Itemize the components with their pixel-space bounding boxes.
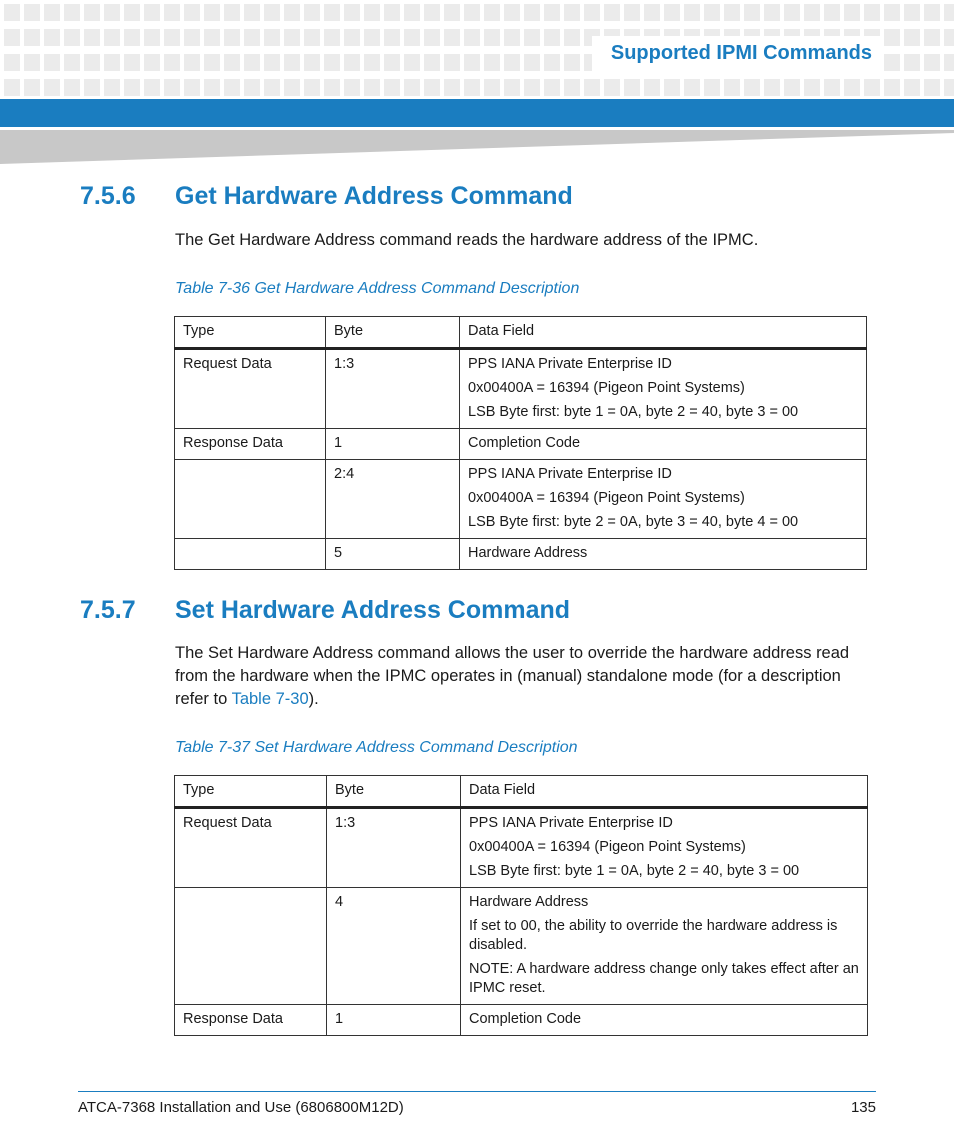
header-pattern-cell [64,79,80,96]
header-pattern-cell [424,79,440,96]
section-intro-paragraph [175,642,865,711]
header-pattern-cell [924,29,940,46]
column-header: Data Field [461,776,868,808]
header-pattern-cell [304,29,320,46]
header-pattern-cell [724,4,740,21]
header-pattern-cell [344,29,360,46]
header-pattern-cell [224,54,240,71]
footer-rule [78,1091,876,1092]
header-pattern-cell [864,4,880,21]
header-blue-band [0,99,954,127]
header-pattern-cell [84,29,100,46]
header-pattern-cell [464,54,480,71]
data-field-line: 0x00400A = 16394 (Pigeon Point Systems) [469,839,746,855]
header-pattern-cell [44,79,60,96]
header-pattern-cell [104,4,120,21]
header-pattern-cell [364,79,380,96]
header-pattern-cell [184,79,200,96]
page-number: 135 [850,1099,876,1116]
header-pattern-cell [924,4,940,21]
header-pattern-cell [324,54,340,71]
type-cell: Request Data [175,349,326,429]
section-intro-paragraph: The Get Hardware Address command reads the hardware address of the IPMC. [175,231,759,249]
header-pattern-cell [684,79,700,96]
header-pattern-cell [284,29,300,46]
header-pattern-cell [704,4,720,21]
header-pattern-cell [324,79,340,96]
table-row [175,1005,868,1036]
header-pattern-cell [944,79,954,96]
data-field-cell [460,429,867,460]
header-pattern-cell [924,79,940,96]
header-pattern-cell [824,79,840,96]
byte-cell: 5 [326,539,460,570]
header-pattern-cell [884,79,900,96]
header-pattern-cell [784,79,800,96]
header-pattern-cell [444,79,460,96]
header-pattern-cell [144,54,160,71]
header-pattern-cell [224,29,240,46]
header-pattern-cell [124,4,140,21]
header-pattern-cell [164,79,180,96]
column-header: Type [175,776,327,808]
header-pattern-cell [384,79,400,96]
data-field-line: NOTE: A hardware address change only takes effect after an IPMC reset. [469,961,859,996]
header-pattern-cell [404,54,420,71]
header-pattern-cell [4,79,20,96]
data-field-line: PPS IANA Private Enterprise ID [469,815,673,831]
header-pattern-cell [564,29,580,46]
column-header: Type [175,317,326,349]
byte-cell: 4 [327,888,461,1005]
header-pattern-cell [644,79,660,96]
header-pattern-cell [4,54,20,71]
type-cell: Response Data [175,429,326,460]
header-pattern-cell [384,54,400,71]
header-pattern-cell [444,29,460,46]
table-row [175,429,867,460]
header-pattern-cell [484,4,500,21]
header-pattern-cell [144,29,160,46]
header-pattern-cell [904,4,920,21]
header-pattern-cell [424,4,440,21]
header-pattern-cell [724,79,740,96]
header-pattern-cell [64,4,80,21]
header-pattern-cell [184,29,200,46]
data-field-line: PPS IANA Private Enterprise ID [468,466,672,482]
header-pattern-cell [164,4,180,21]
type-cell [175,460,326,539]
header-pattern-cell [284,54,300,71]
header-pattern-cell [124,29,140,46]
header-pattern-cell [584,79,600,96]
header-pattern-cell [344,4,360,21]
type-cell: Response Data [175,1005,327,1036]
header-pattern-cell [64,29,80,46]
header-pattern-cell [564,4,580,21]
header-pattern-cell [544,4,560,21]
header-pattern-cell [544,54,560,71]
byte-cell: 1:3 [326,349,460,429]
intro-text: The Set Hardware Address command allows the user to override the hardware address read from the hardware when the IPMC operates in (manual) standalone mode (for a description refer to [175,644,850,708]
header-pattern-cell [784,4,800,21]
byte-cell: 1 [327,1005,461,1036]
header-pattern-cell [884,4,900,21]
header-pattern-cell [664,4,680,21]
data-field-line: Hardware Address [469,894,589,910]
table-caption: Table 7-36 Get Hardware Address Command Description [175,280,580,297]
header-pattern-cell [224,79,240,96]
section-number: 7.5.7 [80,596,136,624]
header-pattern-cell [664,79,680,96]
header-pattern-cell [204,29,220,46]
header-pattern-cell [264,79,280,96]
header-pattern-cell [204,54,220,71]
data-field-line: Completion Code [469,1011,582,1027]
header-pattern-cell [484,29,500,46]
header-pattern-cell [44,4,60,21]
header-pattern-cell [844,79,860,96]
header-pattern-cell [344,54,360,71]
header-pattern-cell [804,4,820,21]
table-row [175,888,868,1005]
header-pattern-cell [424,29,440,46]
header-pattern-cell [544,29,560,46]
header-pattern-cell [404,29,420,46]
header-pattern-cell [484,54,500,71]
data-field-cell [461,1005,868,1036]
header-pattern-cell [24,79,40,96]
header-pattern-cell [904,29,920,46]
byte-cell: 2:4 [326,460,460,539]
header-pattern-cell [844,4,860,21]
header-pattern-cell [604,4,620,21]
header-pattern-cell [864,79,880,96]
header-pattern-cell [104,54,120,71]
header-pattern-cell [624,4,640,21]
header-pattern-cell [24,29,40,46]
header-pattern-cell [764,79,780,96]
header-pattern-cell [924,54,940,71]
header-pattern-cell [84,79,100,96]
data-field-cell [460,460,867,539]
header-pattern-cell [284,79,300,96]
header-pattern-cell [164,29,180,46]
header-pattern-cell [24,4,40,21]
header-pattern-cell [524,79,540,96]
table-caption: Table 7-37 Set Hardware Address Command Description [175,739,578,756]
table-row [175,460,867,539]
header-pattern-cell [944,4,954,21]
header-pattern-cell [244,79,260,96]
table-row [175,349,867,429]
header-pattern-cell [204,4,220,21]
header-pattern-cell [264,4,280,21]
set-hardware-address-table [174,775,868,1036]
header-pattern-cell [404,79,420,96]
header-pattern-cell [904,79,920,96]
header-pattern-cell [344,79,360,96]
header-pattern-cell [504,54,520,71]
data-field-line: LSB Byte first: byte 2 = 0A, byte 3 = 40, byte 4 = 00 [468,514,799,530]
data-field-cell [461,808,868,888]
header-pattern-cell [324,4,340,21]
header-pattern-cell [484,79,500,96]
header-pattern-cell [424,54,440,71]
data-field-cell [460,349,867,429]
header-pattern-cell [144,4,160,21]
type-cell: Request Data [175,808,327,888]
header-pattern-cell [524,29,540,46]
header-pattern-cell [44,29,60,46]
data-field-cell [461,888,868,1005]
byte-cell: 1 [326,429,460,460]
byte-cell: 1:3 [327,808,461,888]
header-pattern-cell [804,79,820,96]
header-pattern-cell [524,54,540,71]
data-field-line: LSB Byte first: byte 1 = 0A, byte 2 = 40, byte 3 = 00 [469,863,800,879]
header-pattern-cell [224,4,240,21]
header-pattern-cell [244,4,260,21]
section-title: Get Hardware Address Command [175,182,573,210]
header-pattern-cell [4,29,20,46]
header-pattern-cell [444,4,460,21]
header-pattern-cell [884,54,900,71]
data-field-line: 0x00400A = 16394 (Pigeon Point Systems) [468,380,745,396]
get-hardware-address-table [174,316,867,570]
section-title: Set Hardware Address Command [175,596,571,624]
table-header-row [175,317,867,349]
header-pattern-cell [264,54,280,71]
section-heading-7-5-6 [80,182,573,211]
data-field-line: Hardware Address [468,545,588,561]
header-pattern-cell [64,54,80,71]
data-field-line: 0x00400A = 16394 (Pigeon Point Systems) [468,490,745,506]
data-field-line: LSB Byte first: byte 1 = 0A, byte 2 = 40, byte 3 = 00 [468,404,799,420]
header-pattern-cell [504,79,520,96]
header-pattern-cell [704,79,720,96]
header-pattern-cell [584,4,600,21]
header-pattern-cell [104,29,120,46]
header-pattern-cell [304,54,320,71]
table-row [175,808,868,888]
data-field-line: Completion Code [468,435,581,451]
header-pattern-cell [84,54,100,71]
header-pattern-cell [244,29,260,46]
table-row [175,539,867,570]
header-pattern-cell [824,4,840,21]
table-header-row [175,776,868,808]
header-pattern-cell [304,79,320,96]
header-pattern-cell [244,54,260,71]
section-number: 7.5.6 [80,182,136,210]
header-pattern-cell [444,54,460,71]
header-pattern-cell [104,79,120,96]
header-pattern-cell [184,4,200,21]
header-pattern-cell [904,54,920,71]
header-pattern-cell [384,29,400,46]
header-pattern-cell [124,54,140,71]
header-pattern-cell [504,29,520,46]
type-cell [175,539,326,570]
header-pattern-cell [184,54,200,71]
header-pattern-cell [884,29,900,46]
header-pattern-cell [164,54,180,71]
header-pattern-cell [944,29,954,46]
type-cell [175,888,327,1005]
header-pattern-cell [44,54,60,71]
header-pattern-cell [124,79,140,96]
header-pattern-cell [564,79,580,96]
running-header-title: Supported IPMI Commands [610,42,872,64]
column-header: Byte [327,776,461,808]
header-pattern-cell [744,79,760,96]
header-pattern-cell [4,4,20,21]
header-pattern-cell [84,4,100,21]
data-field-line: PPS IANA Private Enterprise ID [468,356,672,372]
header-pattern-cell [524,4,540,21]
data-field-cell [460,539,867,570]
header-pattern-cell [204,79,220,96]
header-pattern-cell [644,4,660,21]
header-pattern-cell [944,54,954,71]
header-pattern-cell [624,79,640,96]
data-field-line: If set to 00, the ability to override the hardware address is disabled. [469,918,838,953]
header-pattern-cell [564,54,580,71]
header-pattern-cell [24,54,40,71]
intro-text-end: ). [308,690,319,708]
header-pattern-cell [764,4,780,21]
column-header: Data Field [460,317,867,349]
header-pattern-cell [404,4,420,21]
header-pattern-cell [364,54,380,71]
header-pattern-cell [504,4,520,21]
header-pattern-cell [364,29,380,46]
header-pattern-cell [464,29,480,46]
header-grey-wedge [0,130,954,164]
header-pattern-cell [144,79,160,96]
header-pattern-cell [604,79,620,96]
header-pattern-cell [544,79,560,96]
section-heading-7-5-7 [80,596,570,625]
header-pattern-cell [324,29,340,46]
header-pattern-cell [304,4,320,21]
header-pattern-cell [464,79,480,96]
footer-document-title: ATCA-7368 Installation and Use (6806800M12D) [78,1099,404,1116]
table-7-30-link[interactable]: Table 7-30 [231,690,309,708]
header-pattern-cell [284,4,300,21]
header-pattern-cell [384,4,400,21]
header-pattern-cell [364,4,380,21]
header-pattern-cell [264,29,280,46]
header-pattern-cell [744,4,760,21]
header-pattern-cell [684,4,700,21]
header-pattern-cell [464,4,480,21]
column-header: Byte [326,317,460,349]
